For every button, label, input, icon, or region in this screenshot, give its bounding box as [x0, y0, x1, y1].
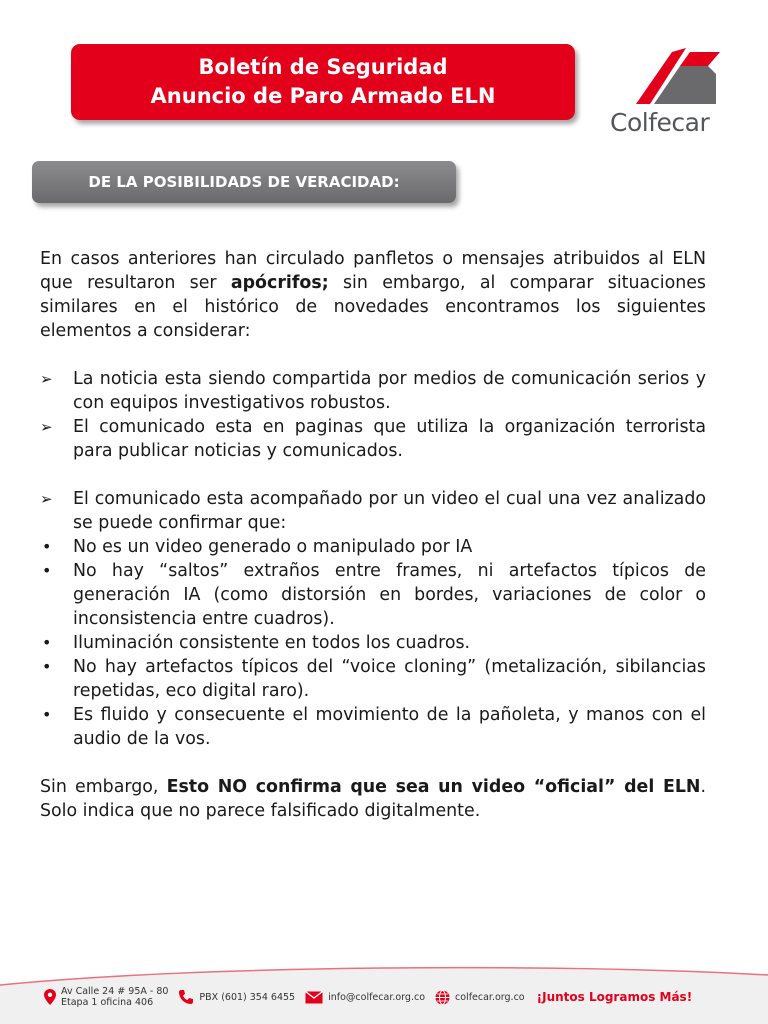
list-item-text: Es fluido y consecuente el movimiento de la pañoleta, y manos con el audio de la vos. [73, 705, 706, 749]
colfecar-logo [606, 44, 730, 140]
address-line-2: Etapa 1 oficina 406 [61, 997, 154, 1008]
arrow-list-item [40, 487, 706, 535]
list-item-text: La noticia esta siendo compartida por medios de comunicación serios y con equipos investigativos robustos. [73, 369, 706, 413]
list-item-text: El comunicado esta en paginas que utiliza la organización terrorista para publicar noticias y comunicados. [73, 417, 706, 461]
bullet-list-item [40, 559, 706, 631]
page-footer [0, 945, 768, 1024]
list-item-text: No hay artefactos típicos del “voice cloning” (metalización, sibilancias repetidas, eco digital raro). [73, 657, 706, 701]
bulletin-body [40, 247, 706, 823]
dot-bullet-icon: • [42, 705, 52, 724]
arrow-bullet-icon: ➢ [40, 418, 53, 436]
footer-slogan: ¡Juntos Logramos Más! [536, 990, 693, 1004]
list-item-text: El comunicado esta acompañado por un video el cual una vez analizado se puede confirmar que: [73, 489, 706, 533]
phone-icon [178, 989, 194, 1005]
footer-contact-row [44, 983, 744, 1011]
globe-icon [435, 990, 450, 1005]
closing-paragraph [40, 775, 706, 823]
footer-address [44, 986, 168, 1008]
email-address[interactable]: info@colfecar.org.co [328, 991, 426, 1003]
dot-bullet-icon: • [42, 561, 52, 580]
email-icon [305, 991, 323, 1004]
section-heading-box [32, 161, 456, 203]
bulletin-subtitle: Anuncio de Paro Armado ELN [150, 84, 496, 108]
arrow-list-item [40, 415, 706, 463]
dot-bullet-icon: • [42, 633, 52, 652]
logo-wordmark: Colfecar [610, 108, 710, 137]
list-item-text: Iluminación consistente en todos los cuadros. [73, 633, 471, 653]
phone-number: PBX (601) 354 6455 [199, 991, 296, 1003]
bulletin-title-box [71, 44, 575, 120]
arrow-bullet-icon: ➢ [40, 370, 53, 388]
intro-text-continued: sin embargo, al comparar situaciones similares en el histórico de novedades encontramos los siguientes elementos a considerar: [40, 273, 706, 341]
list-item-text: No es un video generado o manipulado por IA [73, 537, 473, 557]
arrow-list-item [40, 367, 706, 415]
dot-bullet-icon: • [42, 537, 52, 556]
bullet-list-item [40, 703, 706, 751]
dot-bullet-icon: • [42, 657, 52, 676]
location-pin-icon [44, 989, 56, 1005]
footer-phone [178, 989, 295, 1005]
bullet-list-item [40, 655, 706, 703]
arrow-bullet-icon: ➢ [40, 490, 53, 508]
website-link[interactable]: colfecar.org.co [455, 991, 525, 1003]
bullet-list-item [40, 631, 706, 655]
bulletin-title: Boletín de Seguridad [198, 55, 448, 79]
closing-bold-text: Esto NO confirma que sea un video “oficial” del ELN [166, 777, 701, 797]
intro-paragraph [40, 247, 706, 343]
intro-text: En casos anteriores han circulado panfletos o mensajes atribuidos al ELN que resultaron ser [40, 249, 706, 293]
intro-bold-text: apócrifos; [230, 273, 329, 293]
closing-text-continued: . Solo indica que no parece falsificado digitalmente. [40, 777, 706, 821]
address-line-1: Av Calle 24 # 95A - 80 [61, 986, 169, 997]
footer-website [435, 990, 525, 1005]
colfecar-logo-icon [620, 44, 724, 108]
section-heading: DE LA POSIBILIDADS DE VERACIDAD: [88, 173, 400, 191]
footer-email [305, 991, 425, 1004]
list-item-text: No hay “saltos” extraños entre frames, ni artefactos típicos de generación IA (como distorsión en bordes, variaciones de color o inconsistencia entre cuadros). [73, 561, 706, 629]
bullet-list-item [40, 535, 706, 559]
closing-text: Sin embargo, [40, 777, 167, 797]
